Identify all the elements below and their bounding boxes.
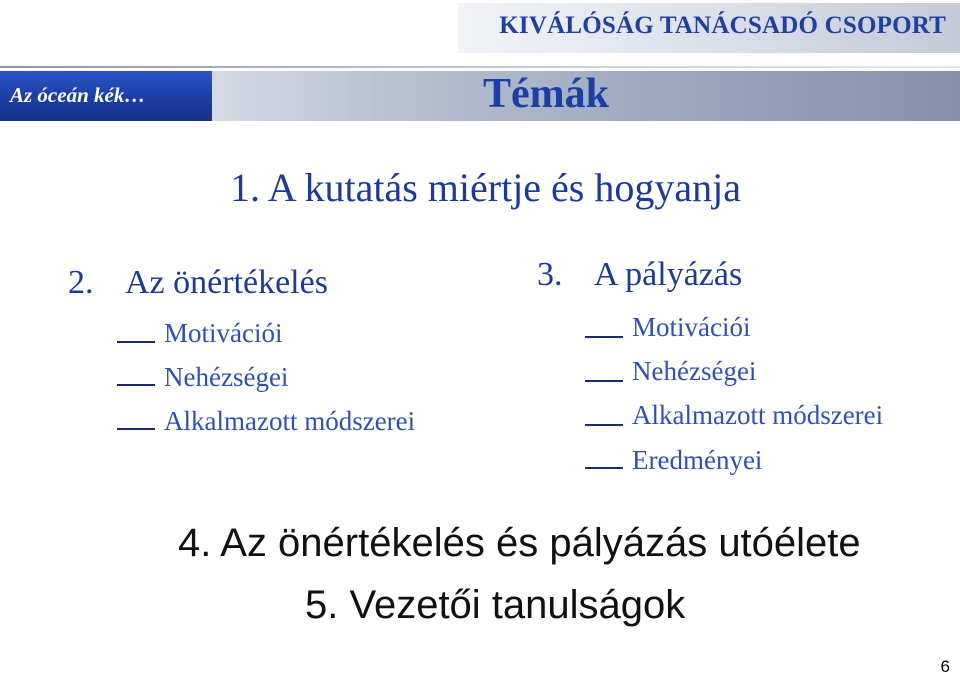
dash-icon [585,467,623,469]
topic-2-subitem: Nehézségei [164,362,289,392]
dash-icon [117,384,155,386]
header-divider [0,66,960,68]
topic-2-number: 2. [68,264,94,301]
dash-icon [117,428,155,430]
topic-3-subitem: Motivációi [632,312,751,342]
topic-5: 5. Vezetői tanulságok [305,583,686,627]
page-number: 6 [940,657,950,676]
dash-icon [585,380,623,382]
topic-3-number: 3. [537,256,563,293]
company-name: KIVÁLÓSÁG TANÁCSADÓ CSOPORT [499,12,946,39]
dash-icon [117,341,155,343]
topic-2-subitem: Alkalmazott módszerei [164,406,416,436]
topic-3-subitem: Nehézségei [632,356,757,386]
topic-3-subitem: Eredményei [632,445,763,475]
topic-3-heading [537,256,563,294]
dash-icon [585,424,623,426]
topic-3-title: A pályázás [594,256,743,293]
topic-2-subitem: Motivációi [164,318,283,348]
tagline-box [0,71,212,121]
tagline-text: Az óceán kék… [10,83,146,107]
company-header-bar [458,3,960,53]
topic-1: 1. A kutatás miértje és hogyanja [230,165,741,210]
topic-3-subitem: Alkalmazott módszerei [632,400,884,430]
dash-icon [585,336,623,338]
slide-title: Témák [483,71,609,117]
topic-2-title: Az önértékelés [125,264,328,301]
topic-4: 4. Az önértékelés és pályázás utóélete [178,521,861,565]
topic-2-heading [68,264,94,302]
